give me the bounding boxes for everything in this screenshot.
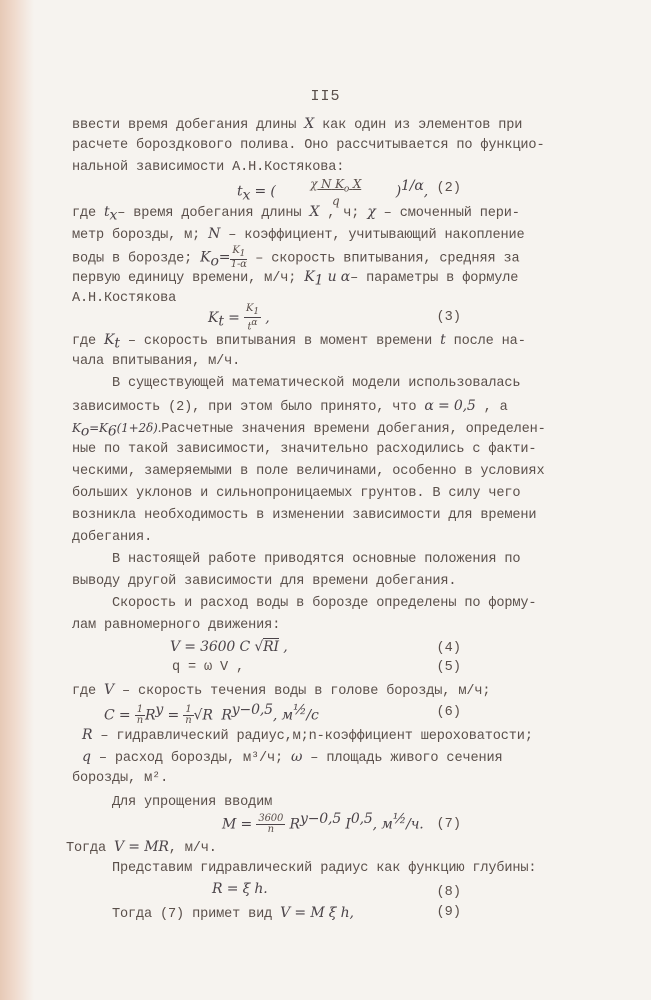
text-line: ввести время добегания длины X как один из элементов при: [72, 116, 523, 133]
text-line: А.Н.Костякова: [72, 291, 177, 306]
equation-5: q = ω V ,: [172, 660, 245, 675]
text-line: расчете бороздкового полива. Оно рассчитывается по функцио-: [72, 138, 545, 153]
text-line: нальной зависимости А.Н.Костякова:: [72, 160, 345, 175]
equation-3: $K_t$ = $\frac{K_1}{t^\alpha}$ ,: [208, 303, 270, 333]
text-line: q – расход борозды, м³/ч; ω – площадь живого сечения: [82, 749, 503, 766]
text-line: где V – скорость течения воды в голове борозды, м/ч;: [72, 682, 491, 699]
text-line: первую единицу времени, м/ч; $K_1$ и α– параметры в формуле: [72, 269, 519, 289]
equation-2: $t_x$ = ( $\frac{\chi N K_o X}{q}$ )$^{1/\alpha}$,: [237, 176, 428, 209]
text-line: воды в борозде; $K_o=$ $\frac{K_1}{1-\alpha}$ – скорость впитывания, средняя за: [72, 245, 520, 270]
equation-8: R = ξ h.: [212, 881, 268, 897]
text-line: В настоящей работе приводятся основные положения по: [112, 552, 521, 567]
equation-number: (9): [436, 905, 461, 920]
text-line: борозды, м².: [72, 771, 169, 786]
text-line: В существующей математической модели использовалась: [112, 376, 521, 391]
equation-number: (2): [436, 181, 461, 196]
text-line: ческими, замеряемыми в поле величинами, особенно в условиях: [72, 464, 545, 479]
equation-4: V = 3600 C √RI ,: [170, 639, 288, 655]
equation-number: (4): [436, 641, 461, 656]
text-line: лам равномерного движения:: [72, 618, 281, 633]
equation-9: Тогда (7) примет вид V = M ξ h,: [112, 905, 354, 922]
equation-number: (3): [436, 310, 461, 325]
text-line: R – гидравлический радиус,м;n-коэффициент шероховатости;: [82, 727, 533, 744]
equation-number: (7): [436, 817, 461, 832]
text-line: Тогда V = MR, м/ч.: [66, 839, 217, 856]
text-line: больших уклонов и сильнопроницаемых грунтов. В силу чего: [72, 486, 521, 501]
equation-7: M = $\frac{3600}{n}$ $R^{y-0,5}$ I$^{0,5}$, $м^{\frac{1}{2}}/ч$.: [222, 811, 424, 836]
text-line: Для упрощения вводим: [112, 795, 273, 810]
text-line: где $t_x-$ время добегания длины X , ч; χ – смоченный пери-: [72, 204, 520, 224]
text-line: где $K_t$ – скорость впитывания в момент времени t после на-: [72, 332, 526, 352]
equation-number: (8): [436, 885, 461, 900]
text-line: метр борозды, м; N – коэффициент, учитывающий накопление: [72, 226, 525, 243]
text-line: ные по такой зависимости, значительно расходились с факти-: [72, 442, 537, 457]
text-line: Скорость и расход воды в борозде определены по форму-: [112, 596, 537, 611]
equation-number: (5): [436, 660, 461, 675]
text-line: $K_o=K_6(1+2\delta).Расчетные$ значения времени добегания, определен-: [72, 421, 546, 440]
equation-6: C = $\frac{1}{n}$ $R^y$ = $\frac{1}{n}$ √R $R^{y-0,5}$, $м^{\frac{1}{2}}/c$: [104, 702, 319, 727]
page-number: II5: [310, 88, 341, 105]
text-line: добегания.: [72, 530, 153, 545]
text-line: чала впитывания, м/ч.: [72, 354, 241, 369]
text-line: зависимость (2), при этом было принято, что α = 0,5 , а: [72, 398, 508, 415]
text-line: выводу другой зависимости для времени добегания.: [72, 574, 457, 589]
text-line: Представим гидравлический радиус как функцию глубины:: [112, 861, 537, 876]
scan-edge-shadow: [0, 0, 34, 1000]
equation-number: (6): [436, 705, 461, 720]
text-line: возникла необходимость в изменении зависимости для времени: [72, 508, 537, 523]
